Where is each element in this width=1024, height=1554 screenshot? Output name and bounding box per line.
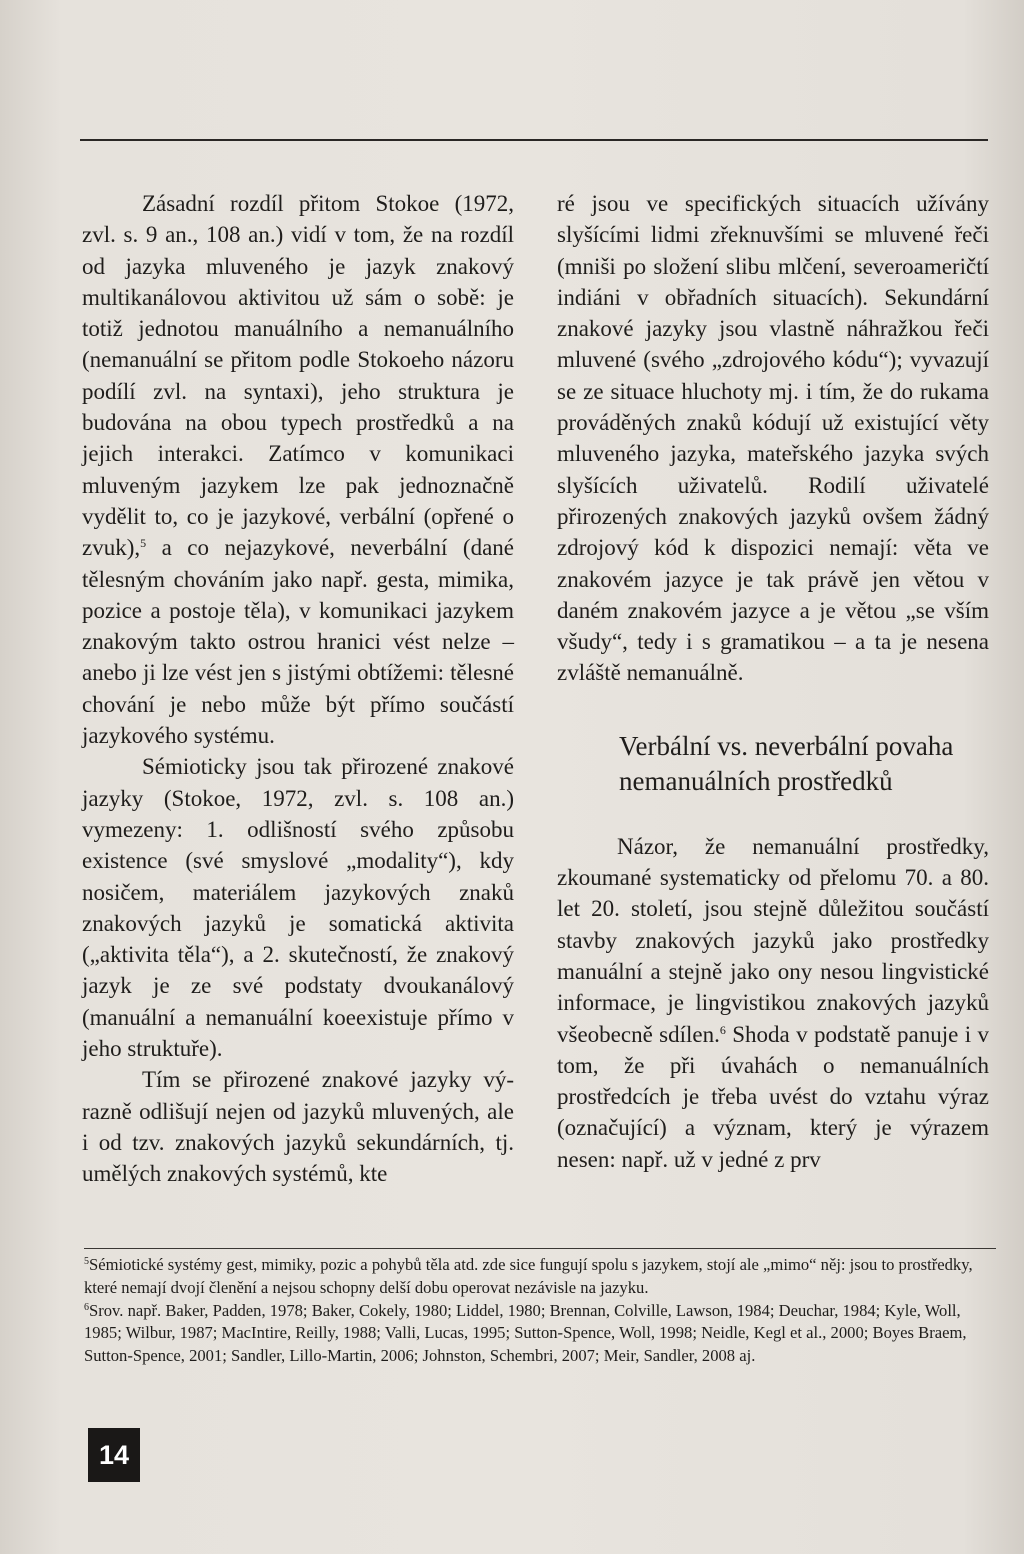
paragraph: ré jsou ve specifických situacích užívány slyšícími lidmi zřeknuvšími se mluvené řeči (mniši po složení slibu mlčení, severoameričtí indiáni v obřadních situacích). Sekundární znakové jazyky jsou vlastně náhražkou řeči mluvené (svého „zdrojového kódu“); vyvazují se ze situace hluchoty mj. i tím, že do rukama prováděných znaků kódují už existující věty mluveného jazyka, mateřského jazyka svých slyšících uživatelů. Rodilí uživatelé přirozených znakových jazyků ovšem žádný zdrojový kód k dispozici nemají: věta ve znakovém jazyce je tak právě jen větou v daném znakovém jazyce a je větou „se vším všudy“, tedy i s gramatikou – a ta je nesena zvláště nemanuálně. [557, 191, 989, 686]
page-number: 14 [88, 1428, 140, 1482]
paragraph: Sémioticky jsou tak přirozené znakové jazyky (Stokoe, 1972, zvl. s. 108 an.) vymezeny: 1. odlišností svého způsobu existence (své smyslové „modality“), kdy nosičem, materiálem jazykových znaků znakových jazyků je somatická aktivita („aktivita těla“), a 2. skutečností, že znakový jazyk je ze své podstaty dvoukanálový (manuální a nemanuální koeexistuje přímo v jeho struktuře). [82, 754, 514, 1062]
top-rule [80, 139, 988, 141]
paragraph: Názor, že nemanuální prostředky, zkoumané systematicky od přelomu 70. a 80. let 20. století, jsou stejně důležitou součástí stavby znakových jazyků jako prostředky manuální a stejně jako ony nesou lingvistické informace, je lingvistikou znakových jazyků všeobecně sdílen.$^6$ Shoda v podstatě panuje i v tom, že při úvahách o nemanuálních prostředcích je třeba uvést do vztahu výraz (označující) a význam, který je výrazem nesen: např. už v jedné z prv [557, 833, 989, 1172]
footnote-number: 5 [84, 1256, 89, 1267]
paragraph: Tím se přirozené znakové jazyky výrazně odlišují nejen od jazyků mluvených, ale i od tzv. znakových jazyků sekundárních, tj. umělých znakových systémů, kte [82, 1067, 514, 1187]
footnotes [84, 1254, 998, 1368]
right-column [557, 188, 989, 1175]
footnote-ref: 5 [140, 536, 147, 551]
paragraph: Zásadní rozdíl přitom Stokoe (1972, zvl. s. 9 an., 108 an.) vidí v tom, že na rozdíl od jazyka mluveného je jazyk znakový multikanálovou aktivitou už sám o sobě: je totiž jednotou manuálního a nemanuálního (nemanuální se přitom podle Stokoeho názoru podílí zvl. na syntaxi), jeho struktura je budována na obou typech prostředků a na jejich interakci. Zatímco v komunikaci mluveným jazykem lze pak jednoznačně vydělit to, co je jazykové, verbální (opřené o zvuk),$^5$ a co nejazykové, neverbální (dané tělesným chováním jako např. gesta, mimika, pozice a postoje těla), v komunikaci jazykem znakovým takto ostrou hranici vést nelze – anebo ji lze vést jen s jistými obtížemi: tělesné chování je nebo může být přímo součástí jazykového systému. [82, 191, 514, 749]
footnote-rule [84, 1248, 996, 1249]
left-column [82, 188, 514, 1190]
footnote-ref: 6 [719, 1022, 726, 1037]
footnote-number: 6 [84, 1301, 89, 1313]
footnote: $^5$Sémiotické systémy gest, mimiky, pozic a pohybů těla atd. zde sice fungují spolu s jazykem, stojí ale „mimo“ něj: jsou to prostředky, které nemají dvojí členění a nejsou schopny delší dobu operovat nezávisle na jazyku. [84, 1255, 973, 1297]
section-heading: Verbální vs. neverbální povaha nemanuálních prostředků [619, 730, 954, 796]
footnote: $^6$Srov. např. Baker, Padden, 1978; Baker, Cokely, 1980; Liddel, 1980; Brennan, Colville, Lawson, 1984; Deuchar, 1984; Kyle, Woll, 1985; Wilbur, 1987; MacIntire, Reilly, 1988; Valli, Lucas, 1995; Sutton-Spence, Woll, 1998; Neidle, Kegl et al., 2000; Boyes Braem, Sutton-Spence, 2001; Sandler, Lillo-Martin, 2006; Johnston, Schembri, 2007; Meir, Sandler, 2008 aj. [84, 1300, 967, 1366]
